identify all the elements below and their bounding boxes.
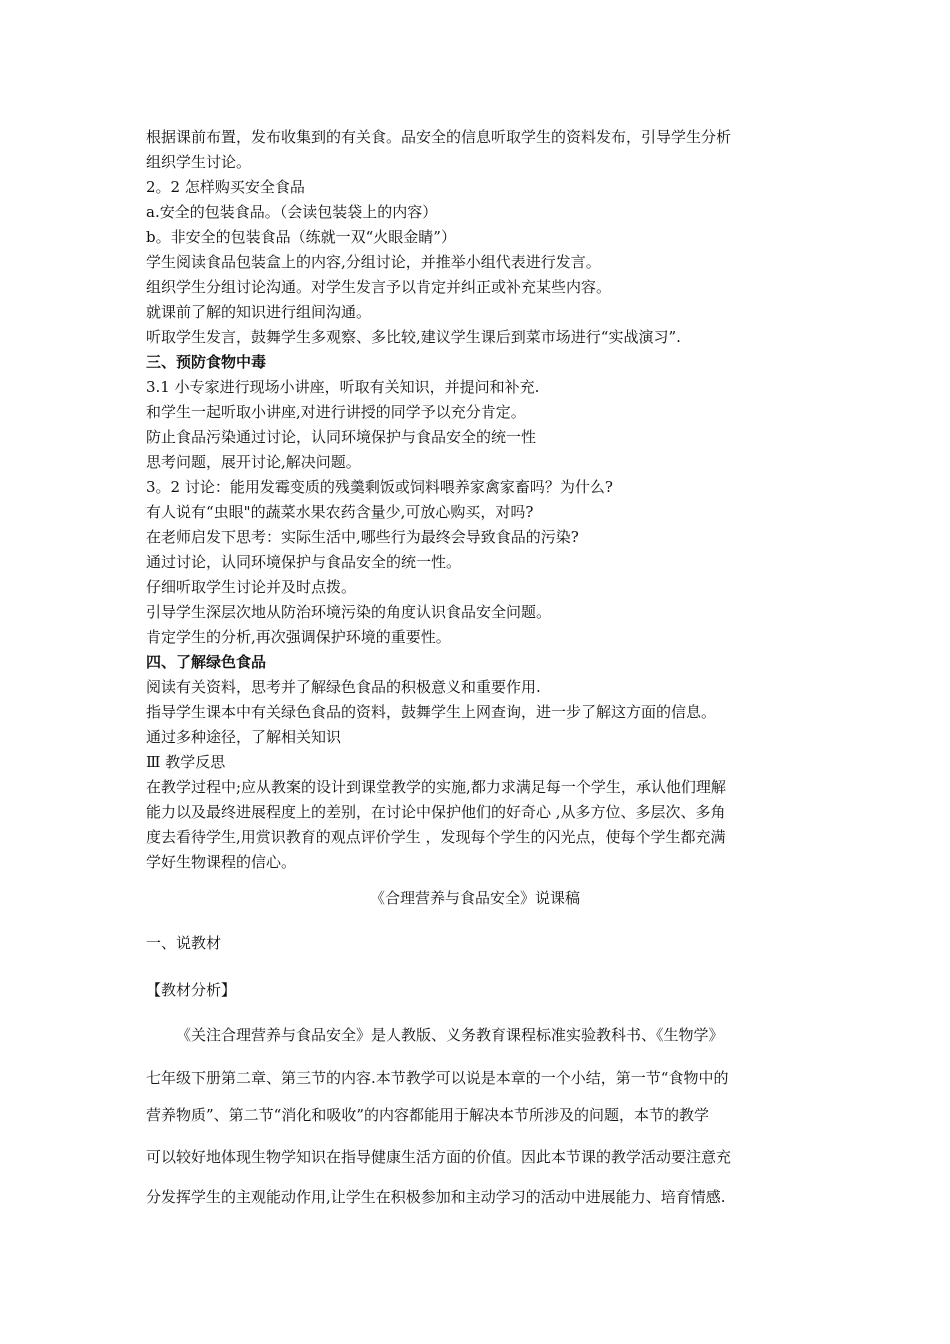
paragraph-line: 营养物质”、第二节“消化和吸收”的内容都能用于解决本节所涉及的问题，本节的教学: [146, 1106, 710, 1124]
text-line: 通过多种途径，了解相关知识: [146, 728, 342, 746]
text-line: 2。2 怎样购买安全食品: [146, 178, 305, 196]
section-heading-4: 四、了解绿色食品: [146, 653, 267, 671]
text-line: 根据课前布置，发布收集到的有关食。品安全的信息听取学生的资料发布，引导学生分析: [146, 128, 732, 146]
text-line: 肯定学生的分析,再次强调保护环境的重要性。: [146, 628, 451, 646]
text-line: 有人说有“虫眼"的蔬菜水果农药含量少,可放心购买，对吗?: [146, 503, 534, 521]
document-title: 《合理营养与食品安全》说课稿: [369, 889, 580, 907]
subsection-heading: 【教材分析】: [146, 981, 237, 999]
text-line: 仔细听取学生讨论并及时点拨。: [146, 578, 357, 596]
text-line: 3。2 讨论：能用发霉变质的残羹剩饭或饲料喂养家禽家畜吗？为什么?: [146, 478, 613, 496]
text-line: 3.1 小专家进行现场小讲座，听取有关知识，并提问和补充.: [146, 378, 540, 396]
text-line: 和学生一起听取小讲座,对进行讲授的同学予以充分肯定。: [146, 403, 526, 421]
paragraph-line: 《关注合理营养与食品安全》是人教版、义务教育课程标准实验教科书、《生物学》: [176, 1026, 724, 1044]
text-line: 阅读有关资料，思考并了解绿色食品的积极意义和重要作用.: [146, 678, 541, 696]
paragraph-line: 七年级下册第二章、第三节的内容.本节教学可以说是本章的一个小结，第一节“食物中的: [146, 1069, 729, 1087]
text-line: 在教学过程中;应从教案的设计到课堂教学的实施,都力求满足每一个学生，承认他们理解: [146, 778, 726, 796]
text-line: Ⅲ 教学反思: [146, 753, 226, 771]
text-line: 指导学生课本中有关绿色食品的资料，鼓舞学生上网查询，进一步了解这方面的信息。: [146, 703, 717, 721]
text-line: b。非安全的包装食品（练就一双“火眼金睛”）: [146, 228, 456, 246]
text-line: 组织学生讨论。: [146, 153, 252, 171]
text-line: 思考问题，展开讨论,解决问题。: [146, 453, 361, 471]
text-line: 学好生物课程的信心。: [146, 853, 297, 871]
text-line: 学生阅读食品包装盒上的内容,分组讨论，并推举小组代表进行发言。: [146, 253, 601, 271]
text-line: 通过讨论，认同环境保护与食品安全的统一性。: [146, 553, 462, 571]
text-line: 能力以及最终进展程度上的差别，在讨论中保护他们的好奇心 ,从多方位、多层次、多角: [146, 803, 726, 821]
section-heading: 一、说教材: [146, 934, 222, 952]
paragraph-line: 可以较好地体现生物学知识在指导健康生活方面的价值。因此本节课的教学活动要注意充: [146, 1148, 732, 1166]
text-line: 引导学生深层次地从防治环境污染的角度认识食品安全问题。: [146, 603, 552, 621]
text-line: a.安全的包装食品。（会读包装袋上的内容）: [146, 203, 438, 221]
section-heading-3: 三、预防食物中毒: [146, 353, 267, 371]
text-line: 防止食品污染通过讨论，认同环境保护与食品安全的统一性: [146, 428, 537, 446]
text-line: 组织学生分组讨论沟通。对学生发言予以肯定并纠正或补充某些内容。: [146, 278, 612, 296]
text-line: 听取学生发言，鼓舞学生多观察、多比较,建议学生课后到菜市场进行“实战演习”.: [146, 328, 681, 346]
text-line: 在老师启发下思考：实际生活中,哪些行为最终会导致食品的污染?: [146, 528, 579, 546]
text-line: 就课前了解的知识进行组间沟通。: [146, 303, 372, 321]
text-line: 度去看待学生,用赏识教育的观点评价学生 ，发现每个学生的闪光点，使每个学生都充满: [146, 828, 726, 846]
paragraph-line: 分发挥学生的主观能动作用,让学生在积极参加和主动学习的活动中进展能力、培育情感.: [146, 1188, 726, 1206]
